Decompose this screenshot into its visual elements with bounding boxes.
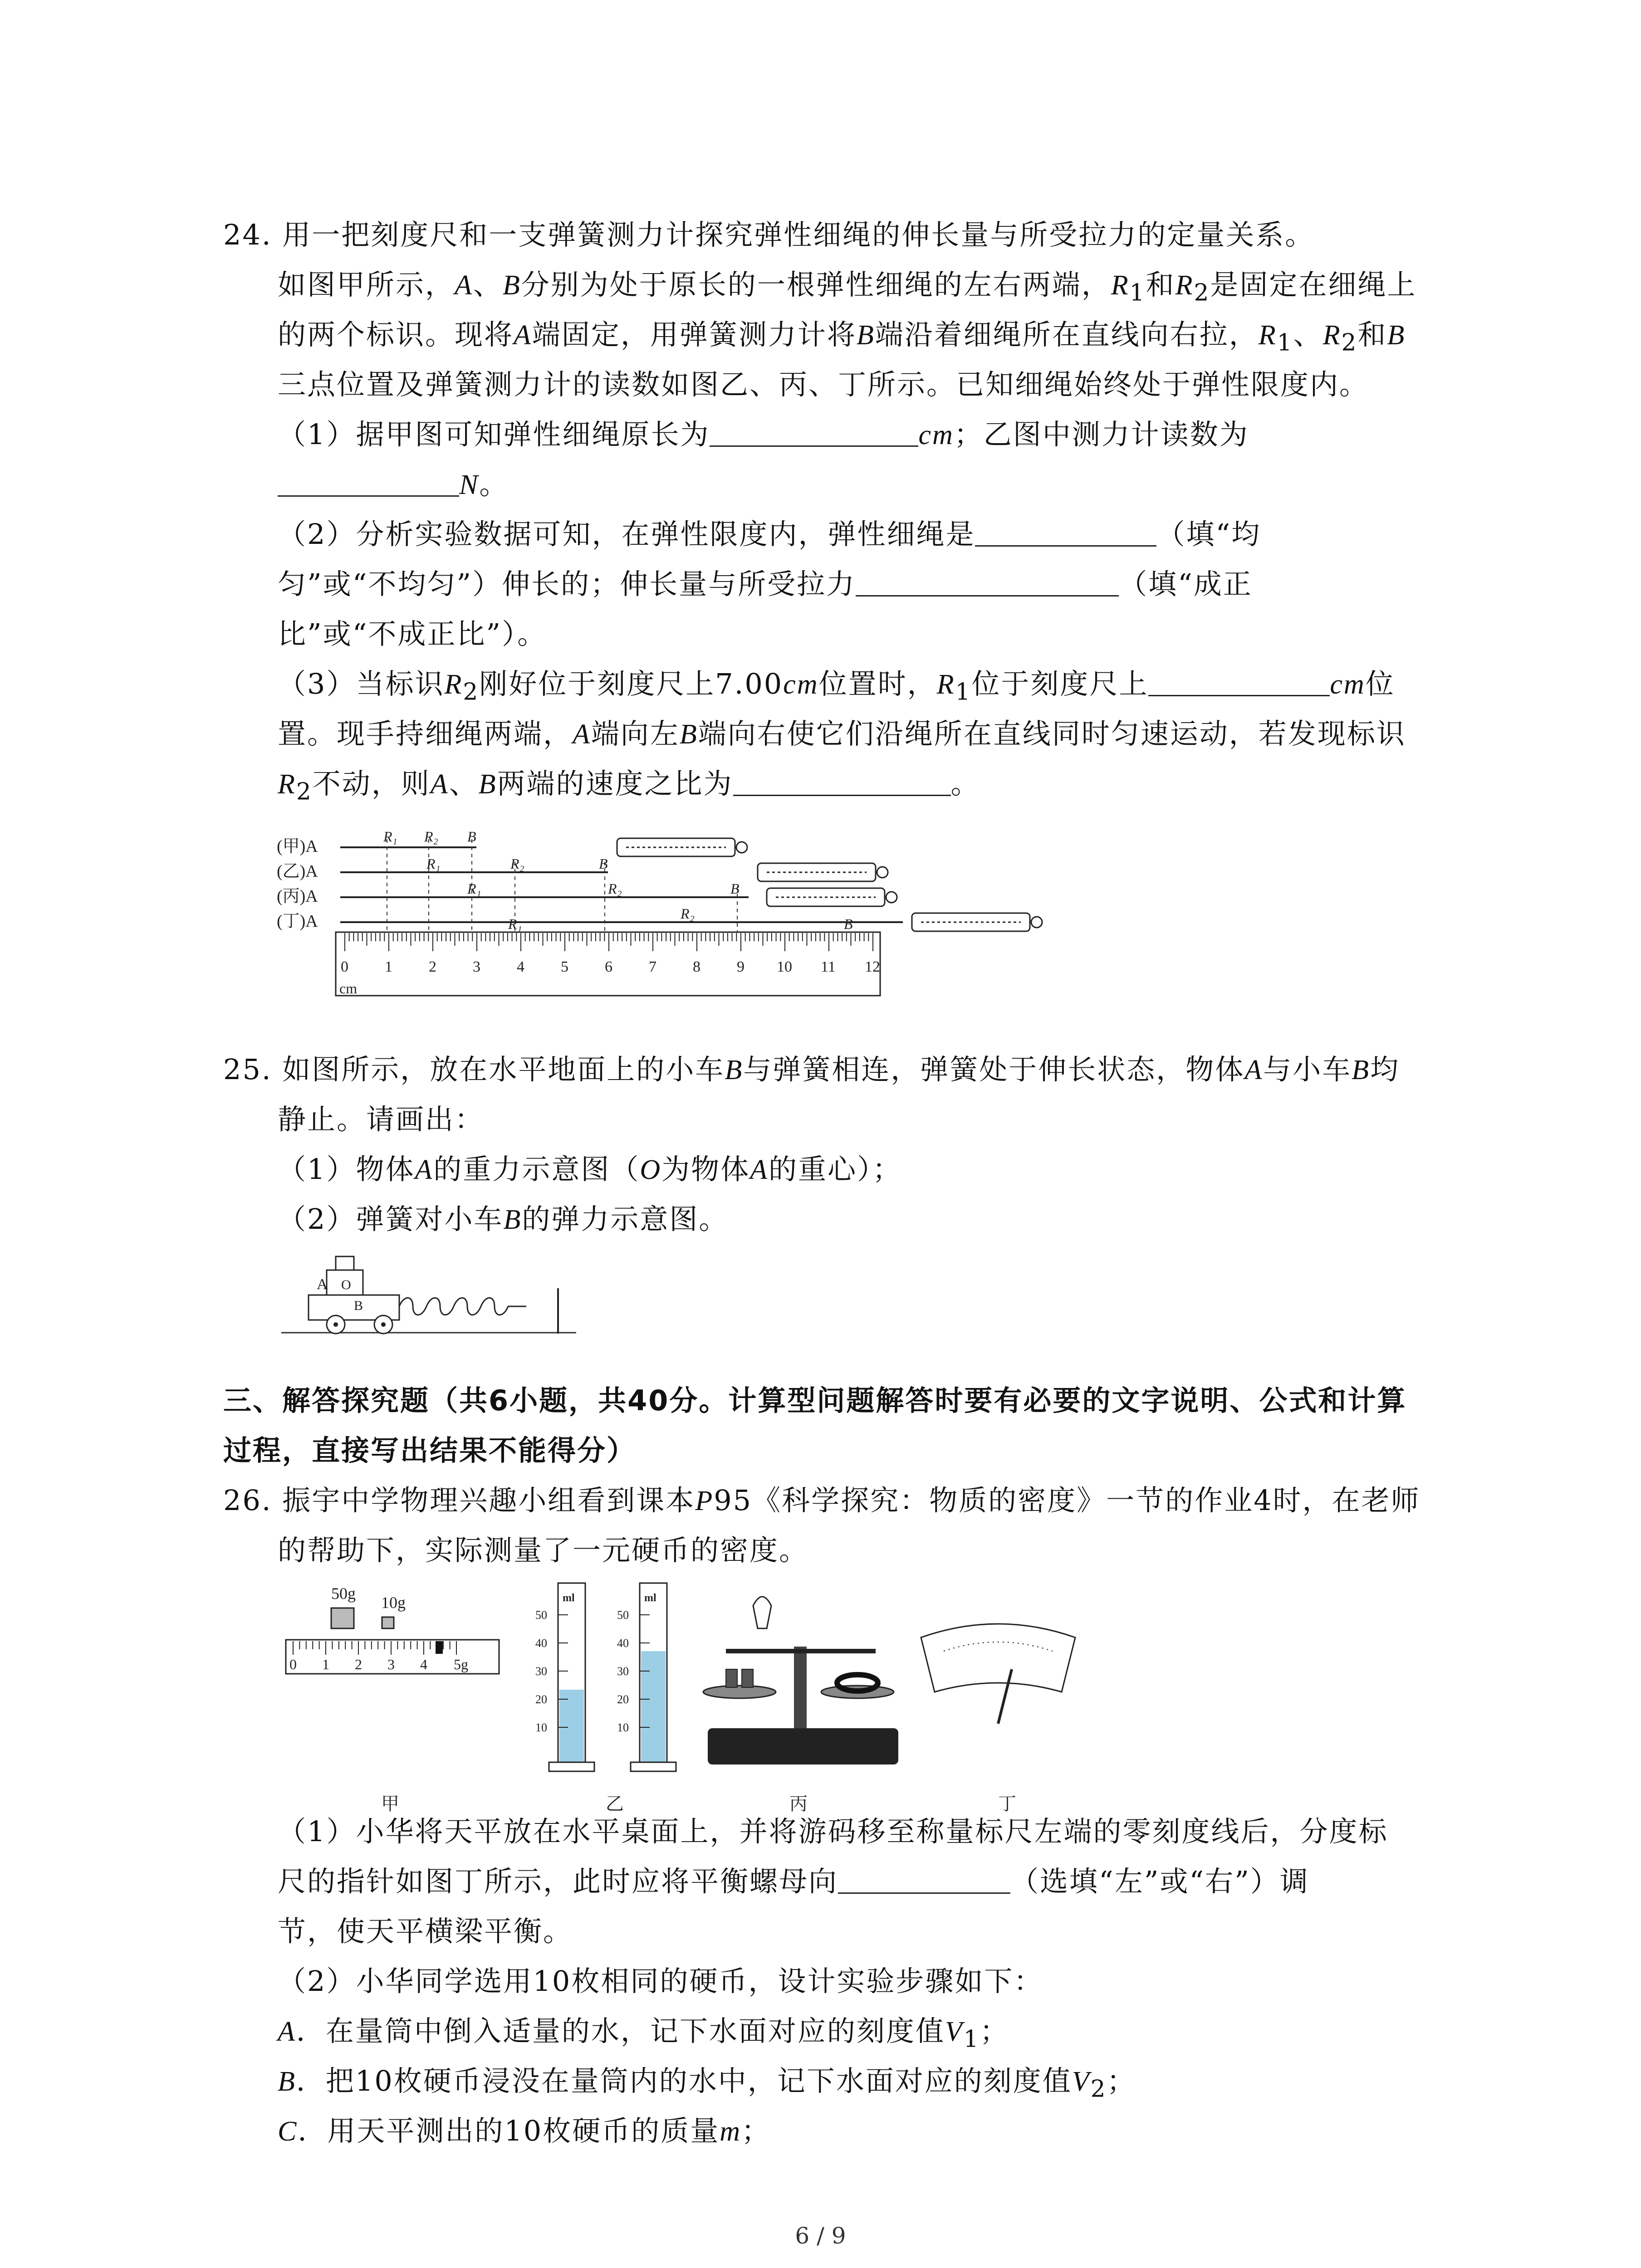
ruler-number: 10	[777, 958, 792, 975]
subscript: 2	[1090, 2075, 1107, 2103]
var-b: B	[1352, 1055, 1370, 1085]
subscript: 1	[955, 678, 972, 706]
q24-line4: 三点位置及弹簧测力计的读数如图乙、丙、丁所示。已知细绳始终处于弹性限度内。	[278, 368, 1369, 401]
var-o: O	[640, 1154, 662, 1185]
cylinder-tick-label: 20	[535, 1693, 547, 1706]
cylinder-tick-label: 30	[617, 1665, 629, 1678]
text: ．用天平测出的10枚硬币的质量	[298, 2114, 720, 2147]
text: 为物体	[661, 1153, 750, 1186]
cylinder-tick-label: 10	[535, 1721, 547, 1734]
text: （2）分析实验数据可知，在弹性限度内，弹性细绳是	[278, 518, 975, 551]
text: 端向右使它们沿绳所在直线同时匀速运动，若发现标识	[698, 717, 1406, 750]
text: 分别为处于原长的一根弹性细绳的左右两端，	[521, 268, 1111, 301]
answer-blank[interactable]	[838, 1865, 1010, 1894]
label-r1: R₁	[467, 880, 481, 897]
scale-tick: 4	[420, 1656, 427, 1672]
text: （选填“左”或“右”）调	[1010, 1865, 1309, 1898]
var-v: V	[945, 2016, 964, 2047]
var-p: P	[695, 1486, 714, 1516]
ruler-number: 3	[473, 958, 480, 975]
cylinder-tick-label: 10	[617, 1721, 629, 1734]
ruler-number: 0	[341, 958, 348, 975]
var-r2: R	[1175, 270, 1194, 301]
page-number: 6 / 9	[795, 2223, 846, 2249]
text: 的两个标识。现将	[278, 318, 514, 351]
text: ．把10枚硬币浸没在量筒内的水中，记下水面对应的刻度值	[296, 2064, 1072, 2097]
ruler-number: 6	[605, 958, 612, 975]
step-letter: C	[278, 2116, 298, 2147]
caption-yi: 乙	[606, 1794, 624, 1814]
text: ；	[1107, 2064, 1136, 2097]
cylinder-tick-label: 50	[617, 1608, 629, 1622]
var-b: B	[1387, 320, 1406, 351]
cylinder-unit: ml	[563, 1592, 575, 1604]
text: 。	[479, 468, 509, 501]
text: 端向左	[591, 717, 680, 750]
text: 均	[1370, 1053, 1400, 1086]
q24-part2-end: 比”或“不成正比”）。	[278, 617, 547, 650]
step-b	[278, 2063, 1136, 2107]
step-c	[278, 2113, 771, 2150]
var-b: B	[856, 320, 875, 351]
ruler-number: 5	[561, 958, 568, 975]
text: 。	[950, 767, 980, 800]
q26-part2: （2）小华同学选用10枚相同的硬币，设计实验步骤如下：	[278, 1965, 1043, 1998]
var-b: B	[502, 270, 521, 301]
step-a	[278, 2013, 1009, 2057]
text: 不动，则	[312, 767, 431, 800]
row-label-bing: (丙)A	[277, 887, 318, 906]
cylinder-tick-label: 40	[617, 1637, 629, 1650]
unit-cm: cm	[918, 420, 954, 450]
q24-stem: 24. 用一把刻度尺和一支弹簧测力计探究弹性细绳的伸长量与所受拉力的定量关系。	[223, 218, 1315, 251]
var-r1: R	[936, 669, 955, 700]
ruler-number: 1	[385, 958, 392, 975]
text: （3）当标识	[278, 667, 445, 700]
scale-tick: 5g	[454, 1656, 468, 1672]
label-r1: R₁	[508, 916, 522, 932]
text: 端沿着细绳所在直线向右拉，	[875, 318, 1259, 351]
row-label-ding: (丁)A	[277, 912, 318, 931]
text: ；乙图中测力计读数为	[954, 418, 1249, 451]
subscript: 1	[963, 2025, 980, 2053]
ruler-number: 7	[649, 958, 656, 975]
text: （2）弹簧对小车	[278, 1202, 504, 1236]
scale-tick: 2	[355, 1656, 362, 1672]
var-b: B	[478, 769, 497, 800]
var-a: A	[1244, 1055, 1264, 1085]
caption-bing: 丙	[789, 1794, 808, 1814]
cylinder-tick-label: 40	[535, 1637, 547, 1650]
label-r2: R₂	[681, 905, 695, 922]
ruler-number: 12	[865, 958, 880, 975]
var-r1: R	[1258, 320, 1277, 351]
label-r1: R₁	[383, 830, 397, 845]
var-a: A	[430, 769, 449, 800]
text: ；	[980, 2014, 1009, 2048]
q26-part1-cont	[278, 1863, 1309, 1900]
ruler-number: 11	[821, 958, 836, 975]
text: 的弹力示意图。	[522, 1202, 729, 1236]
text: 两端的速度之比为	[497, 767, 733, 800]
text: 26. 振宇中学物理兴趣小组看到课本	[223, 1484, 696, 1517]
ruler-number: 4	[517, 958, 524, 975]
label-a: A	[317, 1276, 328, 1293]
var-r2: R	[1323, 320, 1342, 351]
ruler-number: 9	[737, 958, 745, 975]
cylinder-unit: ml	[644, 1592, 656, 1604]
cylinder-tick-label: 20	[617, 1693, 629, 1706]
text: 刚好位于刻度尺上7.00	[479, 667, 784, 700]
text: ．在量筒中倒入适量的水，记下水面对应的刻度值	[296, 2014, 945, 2048]
ruler-number: 2	[429, 958, 436, 975]
text: 是固定在细绳上	[1210, 268, 1417, 301]
unit-n: N	[459, 469, 480, 500]
text: ；	[741, 2114, 771, 2147]
text: 、	[449, 767, 479, 800]
text: 的重力示意图（	[433, 1153, 640, 1186]
row-label-jia: (甲)A	[277, 837, 318, 856]
scale-tick: 3	[387, 1656, 395, 1672]
q25-line2: 静止。请画出：	[278, 1103, 485, 1136]
label-b: B	[599, 855, 608, 872]
q26-part1-end: 节，使天平横梁平衡。	[278, 1915, 573, 1948]
label-b: B	[844, 916, 853, 932]
label-o: O	[341, 1277, 351, 1292]
subscript: 2	[1194, 279, 1210, 307]
label-b: B	[467, 830, 476, 845]
scale-tick: 1	[322, 1656, 329, 1672]
cylinder-tick-label: 50	[535, 1608, 547, 1622]
section-3-heading: 三、解答探究题（共6小题，共40分。计算型问题解答时要有必要的文字说明、公式和计算	[223, 1384, 1407, 1417]
text: 、	[473, 268, 503, 301]
text: （1）据甲图可知弹性细绳原长为	[278, 418, 710, 451]
var-a: A	[573, 719, 591, 750]
text: 位	[1365, 667, 1395, 700]
unit-cm: cm	[783, 669, 819, 700]
var-r2: R	[278, 769, 296, 800]
text: 与弹簧相连，弹簧处于伸长状态，物体	[743, 1053, 1245, 1086]
row-label-yi: (乙)A	[277, 862, 318, 881]
text: 和	[1146, 268, 1176, 301]
ruler-number: 8	[693, 958, 700, 975]
text: 25. 如图所示，放在水平地面上的小车	[223, 1053, 725, 1086]
unit-cm: cm	[1330, 669, 1366, 700]
text: 如图甲所示，	[278, 268, 455, 301]
var-r2: R	[444, 669, 463, 700]
label-r1: R₁	[426, 855, 441, 872]
var-a: A	[514, 320, 532, 351]
var-a: A	[750, 1154, 769, 1185]
text: 与小车	[1263, 1053, 1352, 1086]
text: （1）物体	[278, 1153, 415, 1186]
section-3-heading-cont: 过程，直接写出结果不能得分）	[223, 1434, 637, 1467]
weight-10g-label: 10g	[381, 1593, 406, 1612]
var-a: A	[455, 270, 473, 301]
var-b: B	[725, 1055, 744, 1085]
text: 位于刻度尺上	[971, 667, 1149, 700]
subscript: 2	[1341, 329, 1358, 357]
text: 尺的指针如图丁所示，此时应将平衡螺母向	[278, 1865, 838, 1898]
text: （填“均	[1156, 518, 1261, 551]
cylinder-tick-label: 30	[535, 1665, 547, 1678]
text: 置。现手持细绳两端，	[278, 717, 573, 750]
text: 95《科学探究：物质的密度》一节的作业4时，在老师	[714, 1484, 1421, 1517]
text: 和	[1357, 318, 1387, 351]
caption-jia: 甲	[381, 1794, 399, 1814]
text: 的重心）；	[769, 1153, 902, 1186]
label-b: B	[730, 880, 740, 897]
label-b: B	[354, 1298, 363, 1313]
text: 位置时，	[818, 667, 937, 700]
label-r2: R₂	[510, 855, 524, 872]
label-r2: R₂	[424, 830, 438, 845]
scale-tick: 0	[289, 1656, 297, 1672]
var-v: V	[1072, 2066, 1091, 2097]
var-b: B	[503, 1204, 522, 1235]
var-a: A	[415, 1154, 434, 1185]
q26-line2: 的帮助下，实际测量了一元硬币的密度。	[278, 1534, 809, 1567]
weight-50g-label: 50g	[331, 1584, 356, 1603]
caption-ding: 丁	[998, 1794, 1016, 1814]
var-m: m	[720, 2116, 742, 2147]
step-letter: B	[278, 2066, 296, 2097]
step-letter: A	[278, 2016, 296, 2047]
subscript: 2	[296, 778, 313, 806]
label-r2: R₂	[608, 880, 622, 897]
text: 端固定，用弹簧测力计将	[532, 318, 857, 351]
var-b: B	[679, 719, 698, 750]
text: （填“成正	[1119, 567, 1253, 601]
subscript: 1	[1129, 279, 1146, 307]
text: 匀”或“不均匀”）伸长的；伸长量与所受拉力	[278, 567, 856, 601]
ruler-unit: cm	[339, 980, 358, 997]
subscript: 1	[1277, 329, 1293, 357]
subscript: 2	[463, 678, 480, 706]
var-r1: R	[1111, 270, 1130, 301]
text: 、	[1293, 318, 1323, 351]
q26-part1: （1）小华将天平放在水平桌面上，并将游码移至称量标尺左端的零刻度线后，分度标	[278, 1815, 1388, 1848]
